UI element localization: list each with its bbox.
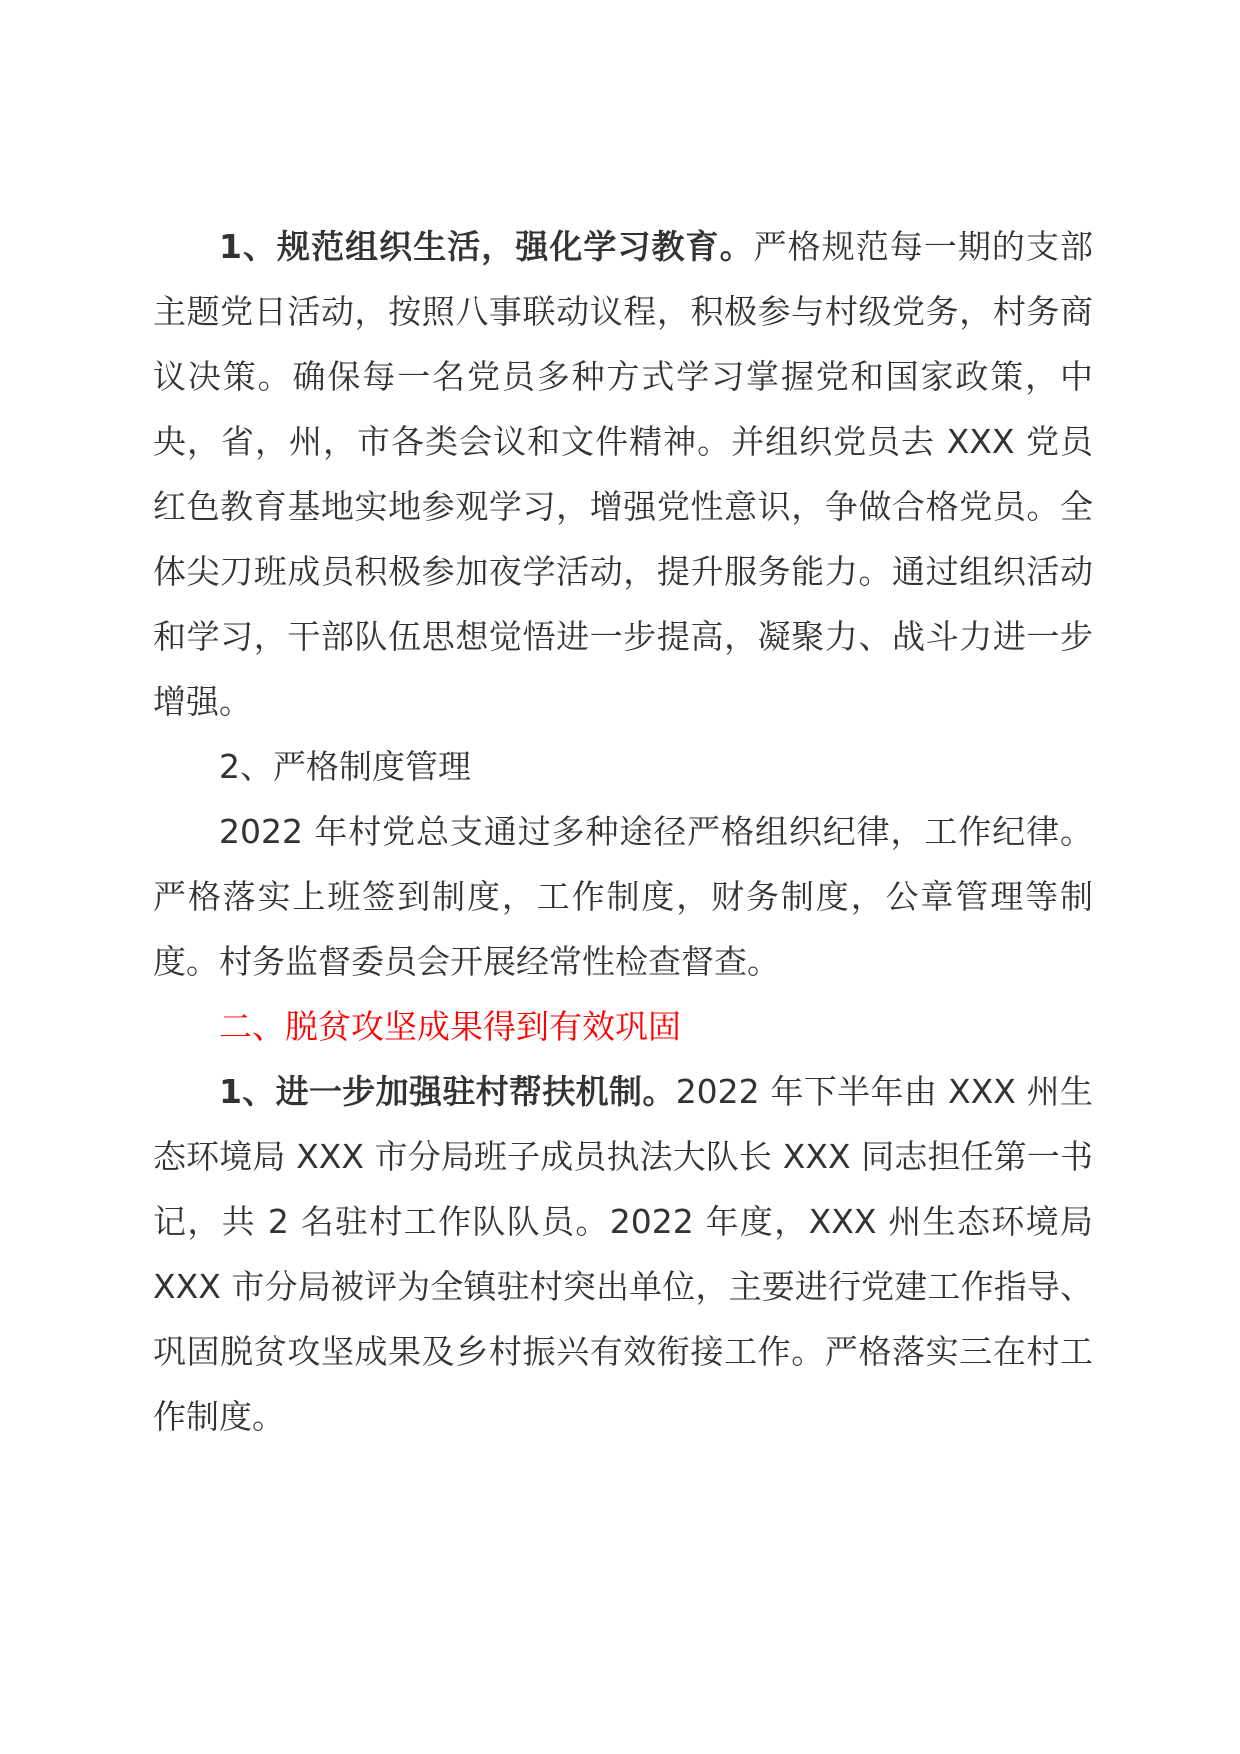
document-body bbox=[153, 214, 1093, 1449]
paragraph-system-management: 2022 年村党总支通过多种途径严格组织纪律，工作纪律。严格落实上班签到制度，工作制度，财务制度，公章管理等制度。村务监督委员会开展经常性检查督查。 bbox=[153, 812, 1093, 981]
paragraph-organization-life bbox=[153, 214, 1093, 734]
paragraph-village-assistance bbox=[153, 1059, 1093, 1449]
section-heading-poverty-alleviation: 二、脱贫攻坚成果得到有效巩固 bbox=[219, 1007, 681, 1046]
subheading-system-management: 2、严格制度管理 bbox=[219, 747, 471, 786]
paragraph-body: 2022 年下半年由 XXX 州生态环境局 XXX 市分局班子成员执法大队长 XXX 同志担任第一书记，共 2 名驻村工作队队员。2022 年度，XXX 州生态环境局 XXX 市分局被评为全镇驻村突出单位，主要进行党建工作指导、巩固脱贫攻坚成果及乡村振兴有效衔接工作。严格落实三在村工作制度。 bbox=[153, 1072, 1093, 1436]
paragraph-lead: 1、进一步加强驻村帮扶机制。 bbox=[219, 1072, 676, 1111]
paragraph-lead: 1、规范组织生活，强化学习教育。 bbox=[219, 227, 754, 266]
paragraph-body: 严格规范每一期的支部主题党日活动，按照八事联动议程，积极参与村级党务，村务商议决策。确保每一名党员多种方式学习掌握党和国家政策，中央，省，州，市各类会议和文件精神。并组织党员去 XXX 党员红色教育基地实地参观学习，增强党性意识，争做合格党员。全体尖刀班成员积极参加夜学活动，提升服务能力。通过组织活动和学习，干部队伍思想觉悟进一步提高，凝聚力、战斗力进一步增强。 bbox=[153, 227, 1093, 721]
